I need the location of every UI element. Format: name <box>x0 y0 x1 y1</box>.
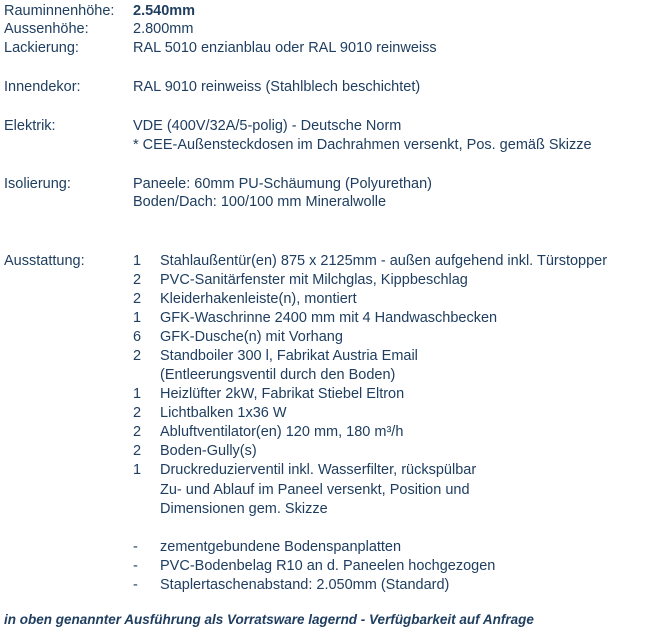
ausstattung-label: Ausstattung: <box>4 253 85 269</box>
item-qty: 2 <box>133 424 142 440</box>
item-qty: 2 <box>133 272 142 288</box>
spec-value-elektrik-note: * CEE-Außensteckdosen im Dachrahmen versenkt, Pos. gemäß Skizze <box>133 137 592 153</box>
item-qty: 6 <box>133 329 142 345</box>
item-qty: 2 <box>133 291 142 307</box>
extra-bullet: - <box>133 558 138 574</box>
spec-label-aussenhoehe: Aussenhöhe: <box>4 21 89 37</box>
item-text: Abluftventilator(en) 120 mm, 180 m³/h <box>160 424 404 440</box>
item-qty: 2 <box>133 443 142 459</box>
item-text: Druckreduzierventil inkl. Wasserfilter, rückspülbar <box>160 462 477 478</box>
spec-value-aussenhoehe: 2.800mm <box>133 21 194 37</box>
spec-label-lackierung: Lackierung: <box>4 40 79 56</box>
item-text: PVC-Sanitärfenster mit Milchglas, Kippbeschlag <box>160 272 468 288</box>
item-text: GFK-Waschrinne 2400 mm mit 4 Handwaschbecken <box>160 310 498 326</box>
extra-bullet: - <box>133 577 138 593</box>
spec-label-innendekor: Innendekor: <box>4 79 81 95</box>
spec-value-rauminnenhoehe: 2.540mm <box>133 3 196 19</box>
item-text: Kleiderhakenleiste(n), montiert <box>160 291 357 307</box>
spec-value-lackierung: RAL 5010 enzianblau oder RAL 9010 reinweiss <box>133 40 437 56</box>
availability-note: in oben genannter Ausführung als Vorratsware lagernd - Verfügbarkeit auf Anfrage <box>4 612 534 627</box>
item-text: Boden-Gully(s) <box>160 443 257 459</box>
spec-value-isolierung-2: Boden/Dach: 100/100 mm Mineralwolle <box>133 194 387 210</box>
spec-label-rauminnenhoehe: Rauminnenhöhe: <box>4 3 115 19</box>
item-text: Lichtbalken 1x36 W <box>160 405 287 421</box>
spec-value-innendekor: RAL 9010 reinweiss (Stahlblech beschichtet) <box>133 79 421 95</box>
item-text-continued: (Entleerungsventil durch den Boden) <box>160 367 396 383</box>
item-text-continued: Zu- und Ablauf im Paneel versenkt, Position und <box>160 482 470 498</box>
spec-label-elektrik: Elektrik: <box>4 118 56 134</box>
item-text: GFK-Dusche(n) mit Vorhang <box>160 329 343 345</box>
item-qty: 2 <box>133 348 142 364</box>
extra-text: zementgebundene Bodenspanplatten <box>160 539 402 555</box>
extra-text: Staplertaschenabstand: 2.050mm (Standard) <box>160 577 450 593</box>
item-qty: 1 <box>133 253 142 269</box>
item-text: Stahlaußentür(en) 875 x 2125mm - außen aufgehend inkl. Türstopper <box>160 253 608 269</box>
item-text-continued: Dimensionen gem. Skizze <box>160 501 328 517</box>
spec-value-isolierung: Paneele: 60mm PU-Schäumung (Polyurethan) <box>133 176 433 192</box>
item-qty: 2 <box>133 405 142 421</box>
item-text: Heizlüfter 2kW, Fabrikat Stiebel Eltron <box>160 386 405 402</box>
item-qty: 1 <box>133 386 142 402</box>
item-qty: 1 <box>133 462 142 478</box>
extra-text: PVC-Bodenbelag R10 an d. Paneelen hochgezogen <box>160 558 496 574</box>
item-qty: 1 <box>133 310 142 326</box>
spec-label-isolierung: Isolierung: <box>4 176 71 192</box>
spec-value-elektrik: VDE (400V/32A/5-polig) - Deutsche Norm <box>133 118 402 134</box>
item-text: Standboiler 300 l, Fabrikat Austria Email <box>160 348 418 364</box>
extra-bullet: - <box>133 539 138 555</box>
